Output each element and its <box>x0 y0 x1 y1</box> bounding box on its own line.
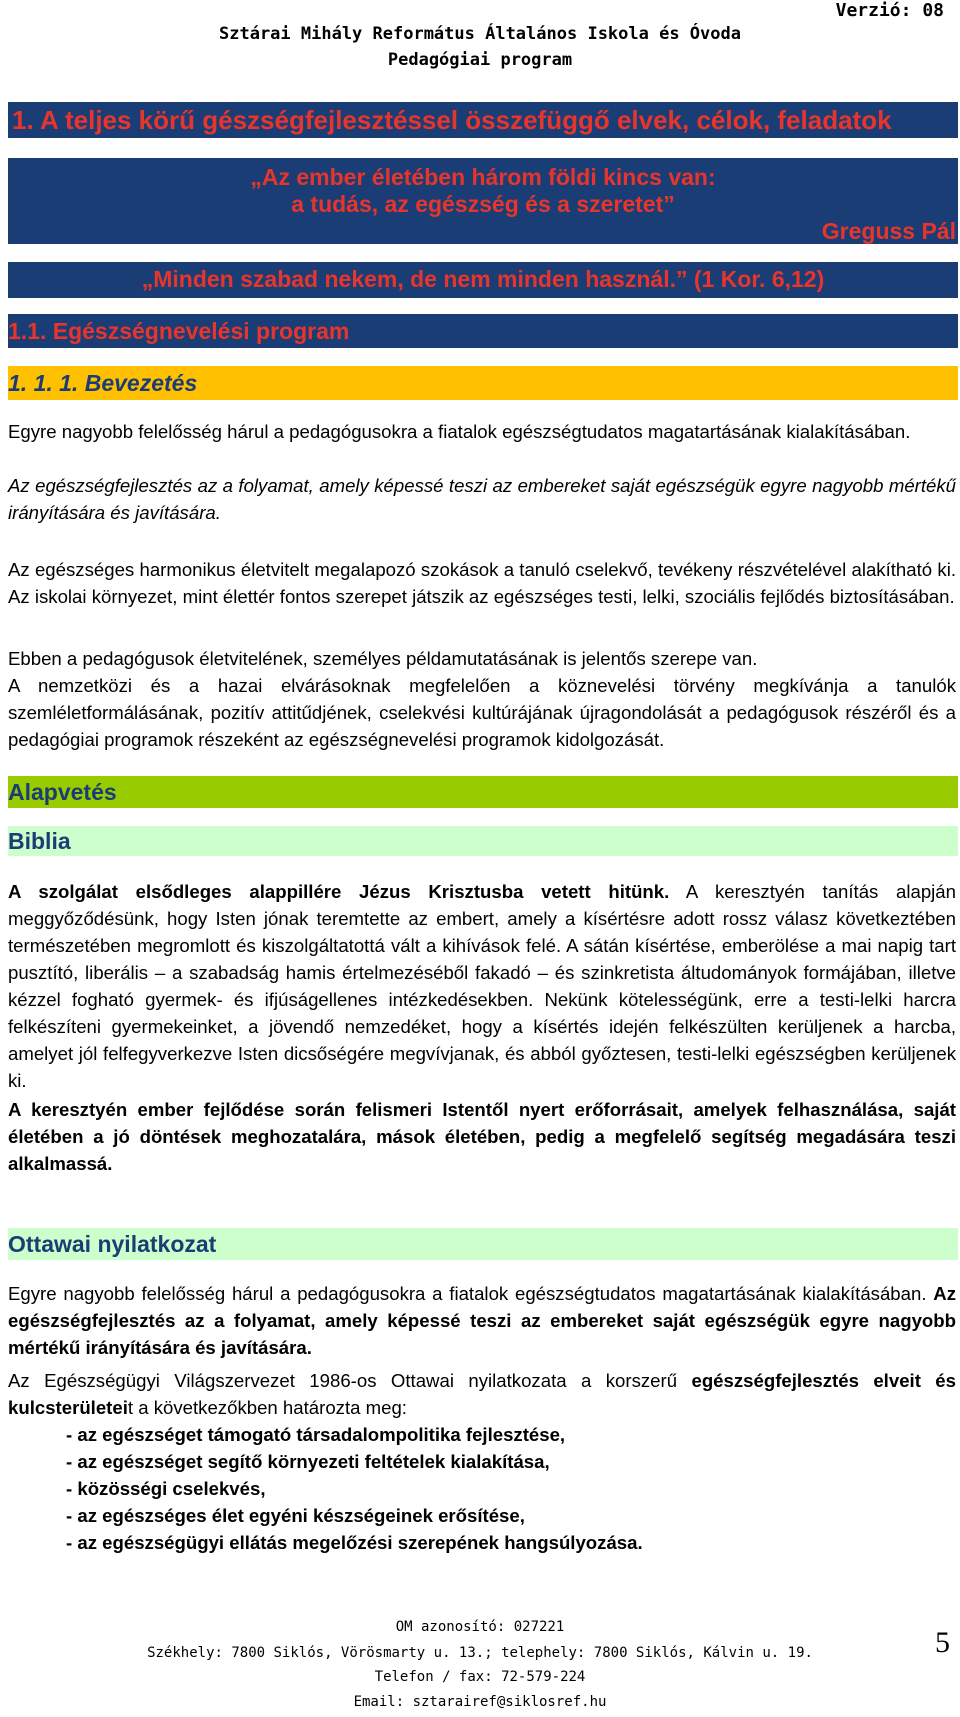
ottawa-p2-a: Az Egészségügyi Világszervezet 1986-os Ottawai nyilatkozata a korszerű <box>8 1370 692 1391</box>
section-heading-alapvetes: Alapvetés <box>8 776 958 808</box>
footer-address: Székhely: 7800 Siklós, Vörösmarty u. 13.; telephely: 7800 Siklós, Kálvin u. 19. <box>147 1645 813 1661</box>
biblia-bold-paragraph: A keresztyén ember fejlődése során felismeri Istentől nyert erőforrásait, amelyek felhasználása, saját életében a jó döntések meghozatalára, mások életében, pedig a megfelelő segítség megadására teszi alkalmassá. <box>8 1099 956 1174</box>
heading-2: 1.1. Egészségnevelési program <box>8 314 958 348</box>
ottawa-p2-c: t a következőkben határozta meg: <box>127 1397 407 1418</box>
list-item: - az egészséges élet egyéni készségeinek erősítése, <box>66 1505 525 1526</box>
ottawa-list <box>66 1421 946 1556</box>
heading-3: 1. 1. 1. Bevezetés <box>8 366 958 400</box>
document-title: Pedagógiai program <box>387 50 573 70</box>
heading-1: 1. A teljes körű gészségfejlesztéssel összefüggő elvek, célok, feladatok <box>8 102 958 138</box>
bible-quote: „Minden szabad nekem, de nem minden használ.” (1 Kor. 6,12) <box>141 266 825 292</box>
section-heading-biblia: Biblia <box>8 826 958 856</box>
section-heading-ottawa: Ottawai nyilatkozat <box>8 1228 958 1260</box>
ottawa-p1-plain: Egyre nagyobb felelősség hárul a pedagógusokra a fiatalok egészségtudatos magatartásának kialakításában. <box>8 1283 934 1304</box>
ottawa-p2-b: egészségfejlesztés elveit és kulcsterületei <box>8 1370 956 1418</box>
list-item: - az egészséget támogató társadalompolitika fejlesztése, <box>66 1424 566 1445</box>
ottawa-paragraph-2 <box>8 1367 956 1421</box>
list-item: - közösségi cselekvés, <box>66 1478 266 1499</box>
motto-line-1: „Az ember életében három földi kincs van: <box>250 164 716 190</box>
motto-author: Greguss Pál <box>821 218 956 244</box>
footer-email: Email: sztarairef@siklosref.hu <box>353 1694 607 1710</box>
intro-paragraph-4: Ebben a pedagógusok életvitelének, személyes példamutatásának is jelentős szerepe van. <box>8 648 758 669</box>
intro-paragraph-3: Az egészséges harmonikus életvitelt megalapozó szokások a tanuló cselekvő, tevékeny részvételével alakítható ki. Az iskolai környezet, mint élettér fontos szerepet játszik az egészséges testi, lelki, szociális fejlődés biztosításában. <box>8 559 956 607</box>
biblia-text: A keresztyén tanítás alapján meggyőződésünk, hogy Isten jónak teremtette az embert, amely a kísértésre adott rossz válasz következtében természetében megromlott és kiszolgáltatottá vált a kihívások felé. A sátán kísértése, emberölése a mai napig tart pusztító, liberális – a szabadság hamis értelmezéséből fakadó – és szinkretista áltudományok formájában, illetve kézzel fogható gyermek- és ifjúságellenes intézkedésekben. Nekünk kötelességünk, erre a testi-lelki harcra felkészíteni gyermekeinket, a jövendő nemzedéket, hogy a kísértés idején felkészülten kerüljenek a harcba, amelyet jól felfegyverkezve Isten dicsőségére megvívjanak, és abból győztesen, testi-lelki egészségben kerüljenek ki. <box>8 881 956 1091</box>
version-label: Verzió: 08 <box>835 0 944 21</box>
intro-paragraph-5: A nemzetközi és a hazai elvárásoknak megfelelően a köznevelési törvény megkívánja a tanulók szemléletformálásának, pozitív attitűdjének, cselekvési kultúrájának újragondolását a pedagógusok részéről és a pedagógiai programok részeként az egészségnevelési programok kidolgozását. <box>8 675 956 750</box>
footer-om-id: OM azonosító: 027221 <box>395 1619 565 1635</box>
ottawa-p1-bold: Az egészségfejlesztés az a folyamat, amely képessé teszi az embereket saját egészségük egyre nagyobb mértékű irányítására és javítására. <box>8 1283 956 1358</box>
biblia-paragraph <box>8 878 956 1094</box>
page-number: 5 <box>935 1626 950 1659</box>
ottawa-paragraph-1 <box>8 1280 956 1361</box>
motto-line-2: a tudás, az egészség és a szeretet” <box>291 191 675 217</box>
intro-paragraph-1: Egyre nagyobb felelősség hárul a pedagógusokra a fiatalok egészségtudatos magatartásának kialakításában. <box>8 421 911 442</box>
school-name: Sztárai Mihály Református Általános Iskola és Óvoda <box>219 24 741 44</box>
list-item: - az egészséget segítő környezeti feltételek kialakítása, <box>66 1451 550 1472</box>
intro-paragraph-2: Az egészségfejlesztés az a folyamat, amely képessé teszi az embereket saját egészségük egyre nagyobb mértékű irányítására és javítására. <box>8 475 956 523</box>
footer-phone: Telefon / fax: 72-579-224 <box>374 1669 586 1685</box>
list-item: - az egészségügyi ellátás megelőzési szerepének hangsúlyozása. <box>66 1532 643 1553</box>
biblia-lead: A szolgálat elsődleges alappillére Jézus Krisztusba vetett hitünk. <box>8 881 670 902</box>
